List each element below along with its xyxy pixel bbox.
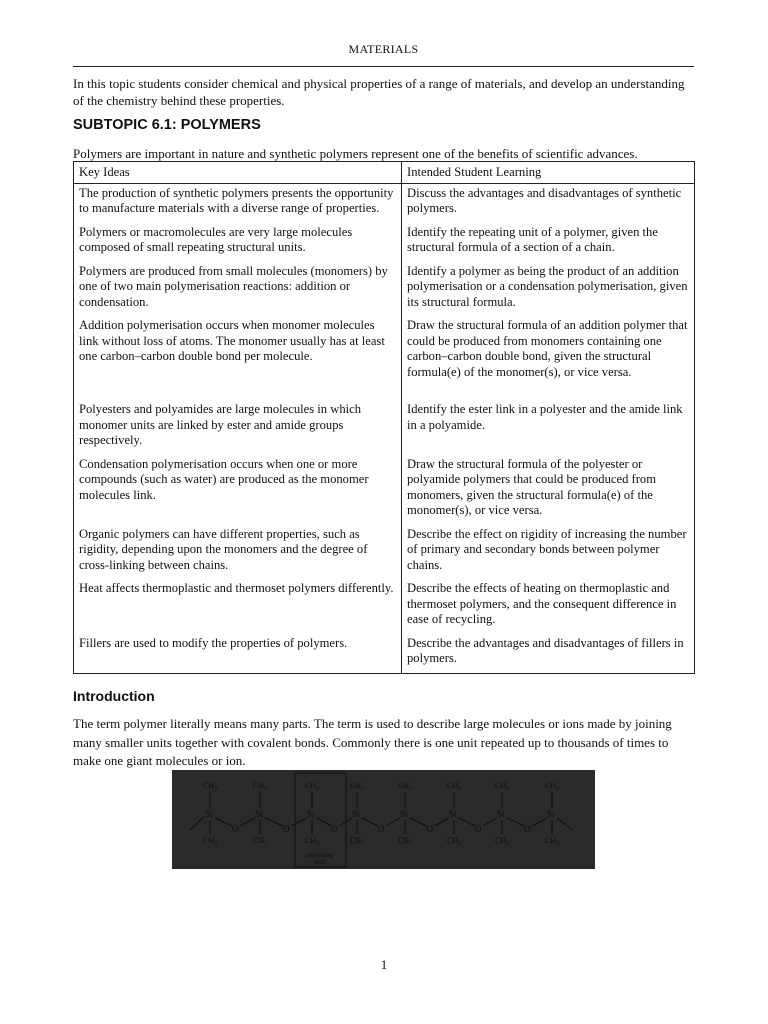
si-o-bond	[317, 818, 332, 826]
oxygen-atom: O	[524, 824, 531, 834]
si-o-bond	[507, 818, 524, 826]
table-row	[74, 525, 695, 580]
table-row	[74, 223, 695, 262]
oxygen-atom: O	[378, 824, 385, 834]
methyl-group-bottom: $CH_3$	[545, 836, 560, 847]
o-si-bond	[435, 818, 450, 826]
oxygen-atom: O	[426, 824, 433, 834]
methyl-group-top: $CH_3$	[350, 781, 365, 792]
learning-cell: Describe the effect on rigidity of increasing the number of primary and secondary bonds between polymer chains.	[407, 526, 687, 572]
table-row	[74, 400, 695, 455]
silicon-atom: Si	[547, 809, 555, 819]
o-si-bond	[483, 818, 497, 826]
methyl-group-top: $CH_3$	[305, 781, 320, 792]
table-header-row	[74, 162, 695, 184]
methyl-group-top: $CH_3$	[398, 781, 413, 792]
polymer-chain-figure	[172, 770, 595, 869]
learning-cell: Draw the structural formula of an addition polymer that could be produced from monomers containing one carbon–carbon double bond, given the structural formula(e) of the monomer(s), or vice versa.	[407, 318, 688, 379]
key-idea-cell: The production of synthetic polymers presents the opportunity to manufacture materials with a diverse range of properties.	[74, 183, 402, 223]
intro-paragraph: In this topic students consider chemical and physical properties of a range of materials, and develop an understanding of the chemistry behind these properties.	[73, 76, 685, 108]
key-idea-cell: Heat affects thermoplastic and thermoset polymers differently.	[74, 579, 402, 634]
methyl-group-bottom: $CH_3$	[305, 836, 320, 847]
methyl-group-bottom: $CH_3$	[495, 836, 510, 847]
oxygen-atom: O	[331, 824, 338, 834]
column-header-intended-learning: Intended Student Learning	[402, 162, 695, 184]
key-ideas-table	[73, 161, 695, 674]
silicon-atom: Si	[205, 809, 213, 819]
repeating-unit-label-line2: unit	[314, 858, 326, 866]
silicon-atom: Si	[449, 809, 457, 819]
key-idea-cell: Polyesters and polyamides are large molecules in which monomer units are linked by ester and amide groups respectively.	[74, 400, 402, 455]
table-row	[74, 455, 695, 525]
methyl-group-bottom: $CH_3$	[350, 836, 365, 847]
silicon-atom: Si	[497, 809, 505, 819]
table-caption: Polymers are important in nature and synthetic polymers represent one of the benefits of scientific advances.	[73, 146, 638, 161]
chain-start-bond	[190, 817, 204, 830]
learning-cell: Discuss the advantages and disadvantages of synthetic polymers.	[407, 185, 682, 215]
methyl-group-top: $CH_3$	[203, 781, 218, 792]
learning-cell: Draw the structural formula of the polyester or polyamide polymers that could be produced from monomers, given the structural formula(e) of the monomer(s), or vice versa.	[407, 456, 657, 517]
o-si-bond	[291, 818, 307, 826]
o-si-bond	[386, 818, 400, 826]
header-rule	[73, 66, 694, 67]
key-idea-cell: Polymers are produced from small molecules (monomers) by one of two main polymerisation reactions: addition or condensation.	[74, 262, 402, 317]
chain-end-bond	[557, 818, 572, 830]
methyl-group-top: $CH_3$	[495, 781, 510, 792]
column-header-key-ideas: Key Ideas	[74, 162, 402, 184]
silicon-atom: Si	[307, 809, 315, 819]
silicon-atom: Si	[352, 809, 360, 819]
oxygen-atom: O	[232, 824, 239, 834]
polymer-chain-diagram	[172, 770, 595, 869]
table-row	[74, 634, 695, 674]
si-o-bond	[410, 818, 427, 826]
methyl-group-bottom: $CH_3$	[203, 836, 218, 847]
running-header: MATERIALS	[348, 42, 419, 56]
subtopic-heading: SUBTOPIC 6.1: POLYMERS	[73, 117, 261, 133]
methyl-group-top: $CH_3$	[253, 781, 268, 792]
silicon-atom: Si	[400, 809, 408, 819]
introduction-paragraph: The term polymer literally means many parts. The term is used to describe large molecules or ions made by joining many smaller units together with covalent bonds. Commonly there is one unit repeated up to thousands of times to make one giant molecules or ion.	[73, 716, 672, 768]
learning-cell: Describe the advantages and disadvantages of fillers in polymers.	[407, 635, 684, 665]
o-si-bond	[532, 818, 547, 826]
methyl-group-bottom: $CH_3$	[447, 836, 462, 847]
page-number: 1	[380, 957, 388, 972]
oxygen-atom: O	[475, 824, 482, 834]
table-row	[74, 183, 695, 223]
si-o-bond	[459, 818, 475, 826]
si-o-bond	[215, 818, 232, 826]
table-row	[74, 262, 695, 317]
methyl-group-bottom: $CH_3$	[253, 836, 268, 847]
si-o-bond	[265, 818, 283, 826]
key-idea-cell: Condensation polymerisation occurs when one or more compounds (such as water) are produced as the monomer molecules link.	[74, 455, 402, 525]
introduction-heading: Introduction	[73, 688, 155, 704]
si-o-bond	[362, 818, 378, 826]
table-row	[74, 316, 695, 400]
key-idea-cell: Organic polymers can have different properties, such as rigidity, depending upon the monomers and the degree of cross-linking between chains.	[74, 525, 402, 580]
key-idea-cell: Polymers or macromolecules are very large molecules composed of small repeating structural units.	[74, 223, 402, 262]
learning-cell: Identify the ester link in a polyester and the amide link in a polyamide.	[407, 402, 683, 432]
methyl-group-bottom: $CH_3$	[398, 836, 413, 847]
learning-cell: Identify a polymer as being the product of an addition polymerisation or a condensation polymerisation, given its structural formula.	[407, 263, 688, 309]
o-si-bond	[240, 818, 255, 826]
repeating-unit-label-line1: repeating	[306, 851, 334, 859]
methyl-group-top: $CH_3$	[545, 781, 560, 792]
oxygen-atom: O	[283, 824, 290, 834]
methyl-group-top: $CH_3$	[447, 781, 462, 792]
learning-cell: Describe the effects of heating on thermoplastic and thermoset polymers, and the consequent difference in ease of recycling.	[407, 581, 677, 626]
learning-cell: Identify the repeating unit of a polymer, given the structural formula of a section of a chain.	[407, 224, 658, 254]
key-idea-cell: Fillers are used to modify the properties of polymers.	[74, 634, 402, 674]
key-idea-cell: Addition polymerisation occurs when monomer molecules link without loss of atoms. The monomer usually has at least one carbon–carbon double bond per molecule.	[74, 316, 402, 400]
table-row	[74, 579, 695, 634]
silicon-atom: Si	[255, 809, 263, 819]
